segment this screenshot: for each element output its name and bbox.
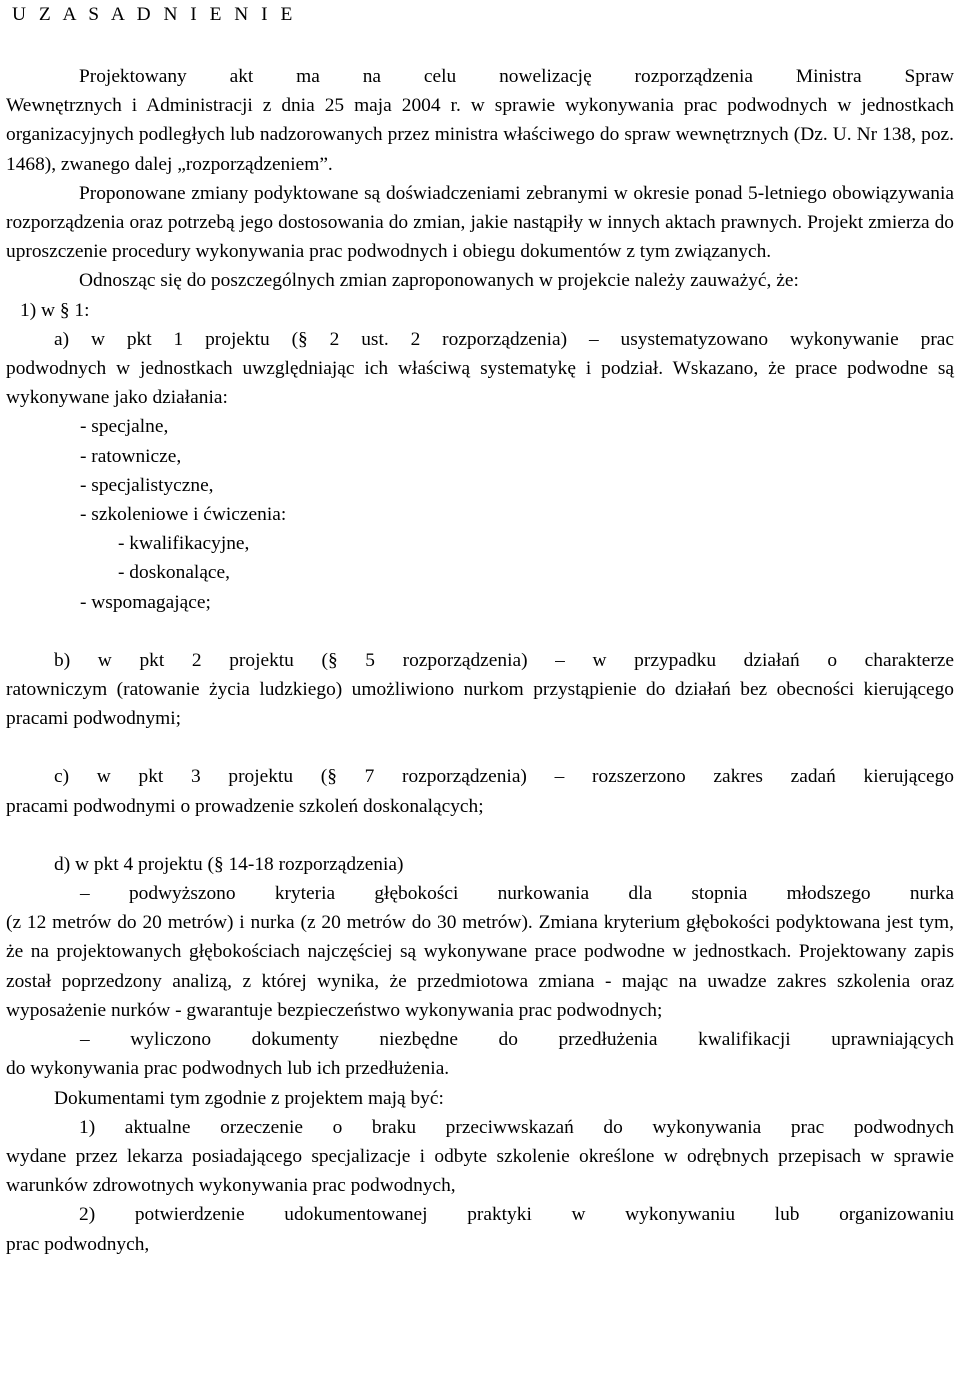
- documents-intro: Dokumentami tym zgodnie z projektem mają być:: [54, 1087, 444, 1109]
- item-d-point-1-body: (z 12 metrów do 20 metrów) i nurka (z 20 metrów do 30 metrów). Zmiana kryterium głębokości podyktowana jest tym, że na projektowanych głębokościach najczęściej są wykonywane prace podwodne w jednostkach. Projektowany zapis został poprzedzony analizą, z której wynika, że przedmiotowa zmiana - mając na uwadze zakres szkolenia oraz wyposażenie nurków - gwarantuje bezpieczeństwo wykonywania prac podwodnych;: [6, 912, 954, 1021]
- list-entry-specjalne: - specjalne,: [80, 416, 169, 438]
- item-c-body: pracami podwodnymi o prowadzenie szkoleń doskonalących;: [6, 795, 484, 817]
- document-2-first-line: 2) potwierdzenie udokumentowanej praktyki w wykonywaniu lub organizowaniu: [79, 1204, 954, 1226]
- list-entry-wspomagajace: - wspomagające;: [80, 591, 211, 613]
- list-subentry-doskonalace: - doskonalące,: [118, 562, 230, 584]
- document-1-first-line: 1) aktualne orzeczenie o braku przeciwwskazań do wykonywania prac podwodnych: [79, 1116, 954, 1138]
- paragraph-2: Proponowane zmiany podyktowane są doświadczeniami zebranymi w okresie ponad 5-letniego obowiązywania rozporządzenia oraz potrzebą jego dostosowania do zmian, jakie nastąpiły w innych aktach prawnych. Projekt zmierza do uproszczenie procedury wykonywania prac podwodnych i obiegu dokumentów z tym związanych.: [6, 182, 954, 263]
- list-item-1: 1) w § 1:: [20, 299, 90, 321]
- document-heading: U Z A S A D N I E N I E: [12, 4, 297, 25]
- item-b-body: ratowniczym (ratowanie życia ludzkiego) umożliwiono nurkom przystąpienie do działań bez obecności kierującego pracami podwodnymi;: [6, 679, 954, 730]
- item-d-point-1-first-line: – podwyższono kryteria głębokości nurkowania dla stopnia młodszego nurka: [80, 883, 954, 905]
- paragraph-1-first-line: Projektowany akt ma na celu nowelizację rozporządzenia Ministra Spraw: [79, 66, 954, 87]
- item-a-first-line: a) w pkt 1 projektu (§ 2 ust. 2 rozporządzenia) – usystematyzowano wykonywanie prac: [54, 328, 954, 350]
- item-d-point-2-first-line: – wyliczono dokumenty niezbędne do przedłużenia kwalifikacji uprawniających: [80, 1029, 954, 1051]
- paragraph-3: Odnosząc się do poszczególnych zmian zaproponowanych w projekcie należy zauważyć, że:: [79, 270, 799, 292]
- item-a-body: podwodnych w jednostkach uwzględniając ich właściwą systematykę i podział. Wskazano, że prace podwodne są wykonywane jako działania:: [6, 358, 954, 409]
- document-2-body: prac podwodnych,: [6, 1233, 150, 1255]
- list-entry-ratownicze: - ratownicze,: [80, 445, 182, 467]
- item-c-first-line: c) w pkt 3 projektu (§ 7 rozporządzenia) – rozszerzono zakres zadań kierującego: [54, 766, 954, 788]
- item-b-first-line: b) w pkt 2 projektu (§ 5 rozporządzenia) – w przypadku działań o charakterze: [54, 649, 954, 671]
- list-subentry-kwalifikacyjne: - kwalifikacyjne,: [118, 533, 250, 555]
- item-d-heading: d) w pkt 4 projektu (§ 14-18 rozporządzenia): [54, 853, 404, 875]
- document-1-body: wydane przez lekarza posiadającego specjalizacje i odbyte szkolenie określone w odrębnych przepisach w sprawie warunków zdrowotnych wykonywania prac podwodnych,: [6, 1145, 954, 1197]
- item-d-point-2-body: do wykonywania prac podwodnych lub ich przedłużenia.: [6, 1058, 450, 1080]
- list-entry-szkoleniowe: - szkoleniowe i ćwiczenia:: [80, 504, 287, 526]
- paragraph-1-body: Wewnętrznych i Administracji z dnia 25 maja 2004 r. w sprawie wykonywania prac podwodnych w jednostkach organizacyjnych podległych lub nadzorowanych przez ministra właściwego do spraw wewnętrznych (Dz. U. Nr 138, poz. 1468), zwanego dalej „rozporządzeniem”.: [6, 95, 954, 175]
- list-entry-specjalistyczne: - specjalistyczne,: [80, 474, 214, 496]
